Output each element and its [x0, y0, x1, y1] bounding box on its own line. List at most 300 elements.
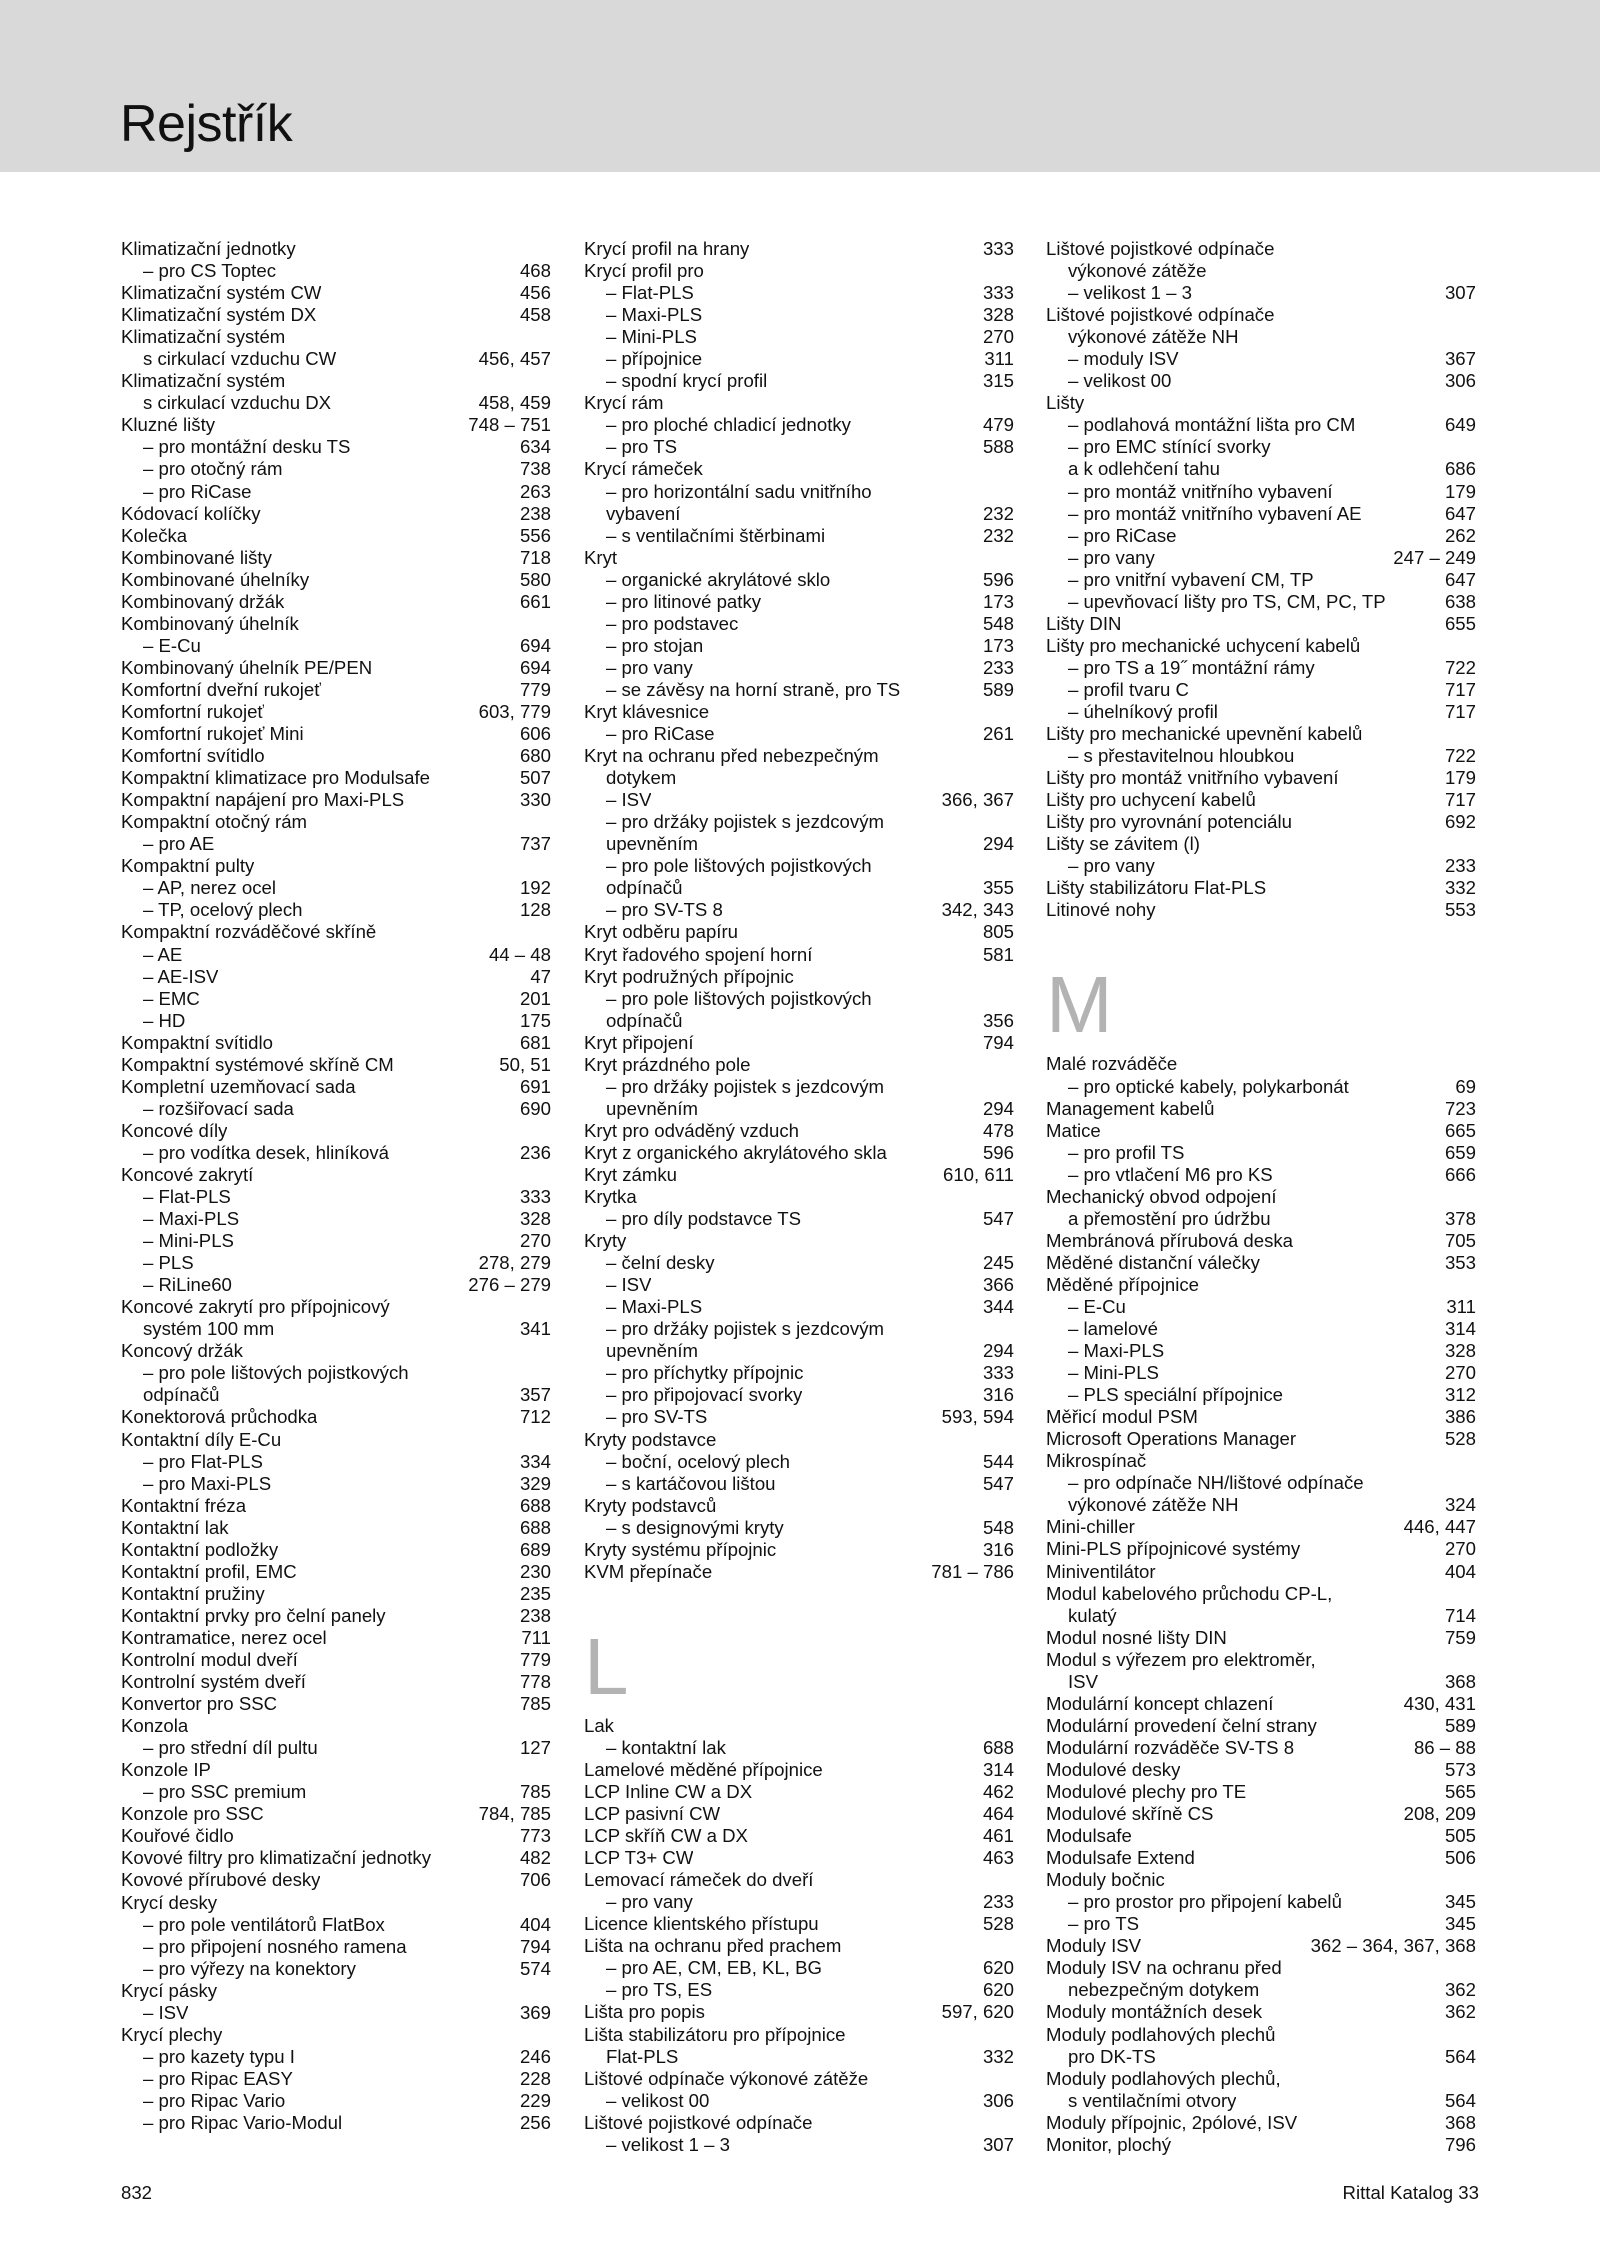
index-entry — [1046, 2024, 1476, 2046]
index-entry — [1046, 701, 1476, 723]
index-entry — [121, 1296, 551, 1318]
entry-pages: 238 — [519, 502, 551, 524]
entry-term: – pro profil TS — [1068, 1141, 1185, 1163]
entry-term: Lišty pro vyrovnání potenciálu — [1046, 811, 1292, 833]
entry-pages: 528 — [1444, 1428, 1476, 1450]
entry-pages: 456, 457 — [478, 348, 551, 370]
entry-term: Komfortní rukojeť Mini — [121, 723, 304, 745]
entry-term: – pro střední díl pultu — [143, 1737, 318, 1759]
entry-pages: 314 — [982, 1758, 1014, 1780]
entry-pages: 369 — [519, 2001, 551, 2023]
entry-pages: 505 — [1444, 1825, 1476, 1847]
entry-term: Moduly podlahových plechů, — [1046, 2067, 1281, 2089]
index-entry — [121, 458, 551, 480]
entry-pages: 690 — [519, 1097, 551, 1119]
index-entry — [121, 1252, 551, 1274]
entry-term: Lak — [584, 1714, 614, 1736]
entry-term: Lišty DIN — [1046, 612, 1122, 634]
entry-term: – pro pole lištových pojistkových — [143, 1362, 409, 1384]
index-entry — [121, 370, 551, 392]
index-entry — [584, 260, 1014, 282]
entry-term: – čelní desky — [606, 1252, 715, 1274]
entry-pages: 201 — [519, 987, 551, 1009]
entry-pages: 661 — [519, 590, 551, 612]
index-entry — [584, 1406, 1014, 1428]
entry-term: upevněním — [606, 1097, 698, 1119]
entry-term: – Maxi-PLS — [143, 1208, 240, 1230]
index-entry — [1046, 1825, 1476, 1847]
entry-pages: 235 — [519, 1582, 551, 1604]
index-entry — [584, 503, 1014, 525]
index-entry — [121, 1649, 551, 1671]
entry-pages: 362 – 364, 367, 368 — [1310, 1935, 1476, 1957]
index-entry — [1046, 547, 1476, 569]
index-entry — [1046, 2068, 1476, 2090]
index-entry — [584, 1274, 1014, 1296]
index-entry — [584, 613, 1014, 635]
entry-pages: 333 — [982, 282, 1014, 304]
index-entry — [1046, 1142, 1476, 1164]
entry-term: Krycí profil na hrany — [584, 238, 750, 259]
entry-term: Kombinovaný držák — [121, 590, 285, 612]
entry-term: Kryty podstavců — [584, 1494, 717, 1516]
entry-pages: 548 — [982, 1516, 1014, 1538]
entry-term: kulatý — [1068, 1604, 1117, 1626]
entry-term: – pro montáž vnitřního vybavení AE — [1068, 502, 1362, 524]
entry-pages: 127 — [519, 1737, 551, 1759]
entry-pages: 345 — [1444, 1913, 1476, 1935]
entry-term: s ventilačními otvory — [1068, 2089, 1237, 2111]
entry-pages: 367 — [1444, 348, 1476, 370]
entry-term: LCP skříň CW a DX — [584, 1825, 748, 1847]
entry-term: Kontaktní lak — [121, 1516, 229, 1538]
entry-pages: 649 — [1444, 414, 1476, 436]
entry-term: – pro TS — [1068, 1913, 1139, 1935]
index-entry — [1046, 1450, 1476, 1472]
entry-term: Kompaktní otočný rám — [121, 811, 308, 833]
entry-term: Membránová přírubová deska — [1046, 1229, 1294, 1251]
index-entry — [584, 723, 1014, 745]
index-entry — [121, 1274, 551, 1296]
entry-pages: 356 — [982, 1009, 1014, 1031]
entry-pages: 573 — [1444, 1758, 1476, 1780]
index-entry — [121, 723, 551, 745]
entry-pages: 784, 785 — [478, 1803, 551, 1825]
index-entry — [584, 2112, 1014, 2134]
index-entry — [1046, 2046, 1476, 2068]
entry-term: výkonové zátěže NH — [1068, 326, 1239, 348]
index-entry — [121, 436, 551, 458]
index-entry — [1046, 811, 1476, 833]
entry-term: Modulové plechy pro TE — [1046, 1781, 1247, 1802]
entry-term: Krycí rám — [584, 392, 664, 414]
entry-pages: 228 — [519, 2067, 551, 2089]
entry-term: Lišta na ochranu před prachem — [584, 1935, 842, 1957]
entry-term: – ISV — [606, 1274, 652, 1296]
entry-pages: 294 — [982, 1097, 1014, 1119]
entry-term: – PLS speciální přípojnice — [1068, 1384, 1283, 1406]
entry-pages: 691 — [519, 1075, 551, 1097]
entry-term: Lišta stabilizátoru pro přípojnice — [584, 2023, 846, 2045]
entry-term: Lištové pojistkové odpínače — [1046, 238, 1275, 259]
index-entry — [1046, 1935, 1476, 1957]
entry-term: – E-Cu — [1068, 1295, 1126, 1317]
entry-term: Matice — [1046, 1119, 1101, 1141]
entry-pages: 596 — [982, 1141, 1014, 1163]
entry-pages: 620 — [982, 1979, 1014, 2001]
entry-pages: 328 — [519, 1208, 551, 1230]
index-entry — [1046, 1053, 1476, 1075]
index-entry — [584, 591, 1014, 613]
entry-pages: 456 — [519, 282, 551, 304]
entry-term: – pro výřezy na konektory — [143, 1957, 356, 1979]
index-entry — [584, 635, 1014, 657]
index-entry — [1046, 1164, 1476, 1186]
index-entry — [1046, 1605, 1476, 1627]
index-entry — [1046, 855, 1476, 877]
entry-term: Flat-PLS — [606, 2045, 679, 2067]
entry-term: Krycí plechy — [121, 2023, 223, 2045]
entry-pages: 779 — [519, 1649, 551, 1670]
entry-term: – pro vany — [1068, 546, 1155, 568]
entry-pages: 316 — [982, 1384, 1014, 1406]
entry-pages: 620 — [982, 1957, 1014, 1979]
index-entry — [1046, 1847, 1476, 1869]
entry-term: Kryty podstavce — [584, 1428, 717, 1450]
page-title: Rejstřík — [120, 95, 293, 153]
entry-term: – pro odpínače NH/lištové odpínače — [1068, 1472, 1364, 1494]
index-entry — [121, 1737, 551, 1759]
entry-term: Malé rozváděče — [1046, 1053, 1178, 1075]
entry-term: výkonové zátěže NH — [1068, 1494, 1239, 1516]
index-entry — [121, 1429, 551, 1451]
entry-pages: 597, 620 — [941, 2001, 1014, 2023]
entry-pages: 588 — [982, 436, 1014, 458]
entry-pages: 581 — [982, 943, 1014, 965]
entry-term: Kódovací kolíčky — [121, 502, 261, 524]
entry-term: Modulární provedení čelní strany — [1046, 1714, 1317, 1736]
entry-term: Klimatizační systém CW — [121, 282, 322, 304]
entry-term: Kryt zámku — [584, 1163, 677, 1185]
index-entry — [584, 1120, 1014, 1142]
entry-term: Moduly montážních desek — [1046, 2001, 1263, 2023]
entry-pages: 430, 431 — [1403, 1692, 1476, 1714]
index-entry — [121, 392, 551, 414]
index-entry — [121, 1914, 551, 1936]
entry-term: – pro připojení nosného ramena — [143, 1935, 407, 1957]
entry-pages: 50, 51 — [499, 1053, 551, 1075]
index-entry — [121, 2112, 551, 2134]
index-entry — [1046, 899, 1476, 921]
index-entry — [121, 1318, 551, 1340]
index-entry — [1046, 1252, 1476, 1274]
entry-pages: 717 — [1444, 700, 1476, 722]
entry-term: Kombinovaný úhelník — [121, 612, 299, 634]
entry-term: Kontaktní díly E-Cu — [121, 1428, 282, 1450]
entry-pages: 332 — [1444, 877, 1476, 899]
index-entry — [584, 899, 1014, 921]
index-entry — [584, 238, 1014, 260]
entry-term: – Flat-PLS — [606, 282, 694, 304]
entry-pages: 688 — [519, 1494, 551, 1516]
entry-pages: 468 — [519, 260, 551, 282]
entry-pages: 692 — [1444, 811, 1476, 833]
index-entry — [584, 1208, 1014, 1230]
index-entry — [584, 1715, 1014, 1737]
entry-term: Kryty systému přípojnic — [584, 1538, 777, 1560]
entry-term: – pro kazety typu I — [143, 2045, 295, 2067]
entry-term: Měřicí modul PSM — [1046, 1406, 1198, 1428]
index-entry — [584, 1803, 1014, 1825]
entry-pages: 564 — [1444, 2045, 1476, 2067]
entry-pages: 547 — [982, 1472, 1014, 1494]
entry-pages: 232 — [982, 502, 1014, 524]
index-entry — [584, 1451, 1014, 1473]
index-entry — [121, 1186, 551, 1208]
index-entry — [1046, 1494, 1476, 1516]
index-entry — [1046, 1318, 1476, 1340]
index-entry — [121, 789, 551, 811]
entry-pages: 464 — [982, 1803, 1014, 1825]
entry-term: Kompaktní napájení pro Maxi-PLS — [121, 789, 405, 811]
entry-term: odpínačů — [606, 877, 683, 899]
entry-pages: 233 — [1444, 855, 1476, 877]
entry-term: Lišty pro montáž vnitřního vybavení — [1046, 767, 1339, 789]
index-entry — [121, 2024, 551, 2046]
entry-pages: 723 — [1444, 1097, 1476, 1119]
entry-term: – velikost 00 — [1068, 370, 1172, 392]
entry-pages: 458 — [519, 304, 551, 326]
entry-term: – úhelníkový profil — [1068, 700, 1218, 722]
entry-term: – pro připojovací svorky — [606, 1384, 803, 1406]
entry-term: – lamelové — [1068, 1318, 1158, 1340]
index-entry — [121, 1583, 551, 1605]
entry-term: Kryt z organického akrylátového skla — [584, 1141, 887, 1163]
index-entry — [121, 414, 551, 436]
entry-pages: 270 — [1444, 1362, 1476, 1384]
index-column-3 — [1046, 238, 1476, 2156]
entry-pages: 589 — [1444, 1714, 1476, 1736]
entry-pages: 717 — [1444, 789, 1476, 811]
entry-term: – Maxi-PLS — [606, 304, 703, 326]
index-entry — [1046, 1649, 1476, 1671]
entry-pages: 794 — [519, 1935, 551, 1957]
index-entry — [121, 2002, 551, 2024]
entry-term: – AP, nerez ocel — [143, 877, 277, 899]
index-entry — [1046, 1208, 1476, 1230]
index-entry — [584, 877, 1014, 899]
index-entry — [1046, 613, 1476, 635]
entry-term: a k odlehčení tahu — [1068, 458, 1220, 480]
section-letter: L — [584, 1621, 629, 1711]
index-entry — [121, 1495, 551, 1517]
entry-pages: 680 — [519, 745, 551, 767]
index-entry — [584, 1891, 1014, 1913]
entry-pages: 694 — [519, 634, 551, 656]
index-entry — [1046, 525, 1476, 547]
index-entry — [121, 1715, 551, 1737]
entry-term: Koncové zakrytí pro přípojnicový — [121, 1296, 390, 1318]
index-entry — [1046, 414, 1476, 436]
entry-pages: 506 — [1444, 1847, 1476, 1869]
index-entry — [1046, 1186, 1476, 1208]
entry-term: Kontrolní modul dveří — [121, 1649, 298, 1670]
catalog-name: Rittal Katalog 33 — [1342, 2182, 1479, 2203]
index-entry — [1046, 2134, 1476, 2156]
index-entry — [1046, 789, 1476, 811]
entry-pages: 544 — [982, 1450, 1014, 1472]
entry-term: – velikost 1 – 3 — [606, 2133, 731, 2155]
index-entry — [1046, 1538, 1476, 1560]
entry-term: Krytka — [584, 1186, 637, 1208]
entry-term: Kontaktní prvky pro čelní panely — [121, 1604, 386, 1626]
entry-term: upevněním — [606, 1340, 698, 1362]
entry-term: Konzole pro SSC — [121, 1803, 264, 1825]
entry-pages: 553 — [1444, 899, 1476, 921]
index-entry — [584, 2001, 1014, 2023]
entry-term: – pro vany — [606, 1891, 693, 1913]
entry-term: odpínačů — [606, 1009, 683, 1031]
index-entry — [584, 2134, 1014, 2156]
index-entry — [584, 679, 1014, 701]
entry-term: – pro vany — [606, 656, 693, 678]
entry-term: Kompletní uzemňovací sada — [121, 1075, 356, 1097]
index-entry — [584, 1825, 1014, 1847]
entry-pages: 44 – 48 — [488, 943, 551, 965]
index-entry — [121, 326, 551, 348]
entry-term: Kombinované úhelníky — [121, 568, 310, 590]
index-entry — [121, 1517, 551, 1539]
entry-pages: 316 — [982, 1538, 1014, 1560]
entry-pages: 606 — [519, 723, 551, 745]
index-entry — [1046, 282, 1476, 304]
index-entry — [1046, 1516, 1476, 1538]
entry-term: Klimatizační systém — [121, 326, 286, 348]
entry-term: – pro AE, CM, EB, KL, BG — [606, 1957, 822, 1979]
entry-term: Kompaktní klimatizace pro Modulsafe — [121, 767, 431, 789]
index-entry — [121, 1406, 551, 1428]
entry-pages: 666 — [1444, 1163, 1476, 1185]
entry-term: – pro EMC stínící svorky — [1068, 436, 1271, 458]
entry-pages: 333 — [519, 1186, 551, 1208]
index-entry — [584, 1539, 1014, 1561]
index-entry — [584, 745, 1014, 767]
index-entry — [121, 877, 551, 899]
entry-term: – velikost 00 — [606, 2089, 710, 2111]
index-entry — [584, 1781, 1014, 1803]
index-entry — [1046, 1120, 1476, 1142]
index-entry — [584, 1186, 1014, 1208]
entry-term: Koncové díly — [121, 1119, 228, 1141]
index-entry — [584, 1362, 1014, 1384]
index-entry — [1046, 1737, 1476, 1759]
entry-pages: 342, 343 — [941, 899, 1014, 921]
entry-pages: 596 — [982, 568, 1014, 590]
entry-term: – pro SSC premium — [143, 1781, 307, 1803]
index-entry — [121, 1759, 551, 1781]
index-entry — [584, 1384, 1014, 1406]
entry-term: výkonové zátěže — [1068, 260, 1207, 282]
index-entry — [121, 1098, 551, 1120]
entry-term: Kryt na ochranu před nebezpečným — [584, 745, 879, 767]
entry-term: – TP, ocelový plech — [143, 899, 303, 921]
entry-term: Kontrolní systém dveří — [121, 1671, 306, 1693]
index-entry — [584, 547, 1014, 569]
entry-pages: 270 — [982, 326, 1014, 348]
entry-term: – pro příchytky přípojnic — [606, 1362, 804, 1384]
entry-term: – pro CS Toptec — [143, 260, 276, 282]
entry-term: Kluzné lišty — [121, 414, 216, 436]
entry-term: Modulové skříně CS — [1046, 1803, 1214, 1825]
index-entry — [584, 2046, 1014, 2068]
entry-term: s cirkulací vzduchu CW — [143, 348, 337, 370]
entry-term: – pro TS — [606, 436, 677, 458]
entry-term: Kontaktní profil, EMC — [121, 1560, 297, 1582]
entry-term: Mikrospínač — [1046, 1450, 1147, 1472]
entry-term: – s designovými kryty — [606, 1516, 784, 1538]
entry-pages: 785 — [519, 1781, 551, 1803]
entry-term: – pro optické kabely, polykarbonát — [1068, 1075, 1349, 1097]
entry-term: – velikost 1 – 3 — [1068, 282, 1193, 304]
index-entry — [121, 966, 551, 988]
entry-term: – RiLine60 — [143, 1274, 232, 1296]
entry-term: – pro Ripac EASY — [143, 2067, 293, 2089]
entry-term: – pro otočný rám — [143, 458, 283, 480]
entry-term: – se závěsy na horní straně, pro TS — [606, 678, 901, 700]
entry-term: – E-Cu — [143, 634, 201, 656]
index-entry — [121, 988, 551, 1010]
index-entry — [121, 1847, 551, 1869]
entry-pages: 796 — [1444, 2133, 1476, 2155]
entry-pages: 580 — [519, 568, 551, 590]
entry-term: Měděné přípojnice — [1046, 1273, 1199, 1295]
entry-term: – pro prostor pro připojení kabelů — [1068, 1891, 1342, 1913]
entry-pages: 794 — [982, 1031, 1014, 1053]
index-entry — [1046, 569, 1476, 591]
index-entry — [121, 304, 551, 326]
entry-term: Mechanický obvod odpojení — [1046, 1185, 1277, 1207]
index-entry — [121, 613, 551, 635]
index-entry — [1046, 370, 1476, 392]
entry-pages: 278, 279 — [478, 1252, 551, 1274]
entry-pages: 173 — [982, 590, 1014, 612]
index-entry — [1046, 657, 1476, 679]
entry-term: LCP Inline CW a DX — [584, 1781, 753, 1802]
entry-term: – rozšiřovací sada — [143, 1097, 294, 1119]
index-entry — [1046, 745, 1476, 767]
index-entry — [1046, 1428, 1476, 1450]
index-entry — [584, 789, 1014, 811]
index-entry — [1046, 1296, 1476, 1318]
index-entry — [1046, 1076, 1476, 1098]
entry-pages: 714 — [1444, 1604, 1476, 1626]
entry-term: Kryt připojení — [584, 1031, 694, 1053]
index-entry — [1046, 1384, 1476, 1406]
entry-term: Koncový držák — [121, 1340, 243, 1362]
entry-term: Modulární koncept chlazení — [1046, 1692, 1274, 1714]
index-entry — [1046, 260, 1476, 282]
entry-term: – upevňovací lišty pro TS, CM, PC, TP — [1068, 590, 1386, 612]
index-entry — [584, 348, 1014, 370]
entry-term: Monitor, plochý — [1046, 2133, 1172, 2155]
entry-term: Moduly ISV — [1046, 1935, 1142, 1957]
index-entry — [584, 921, 1014, 943]
index-entry — [584, 2068, 1014, 2090]
entry-term: – pro SV-TS 8 — [606, 899, 723, 921]
entry-pages: 128 — [519, 899, 551, 921]
entry-term: Kombinovaný úhelník PE/PEN — [121, 656, 373, 678]
entry-pages: 779 — [519, 678, 551, 700]
